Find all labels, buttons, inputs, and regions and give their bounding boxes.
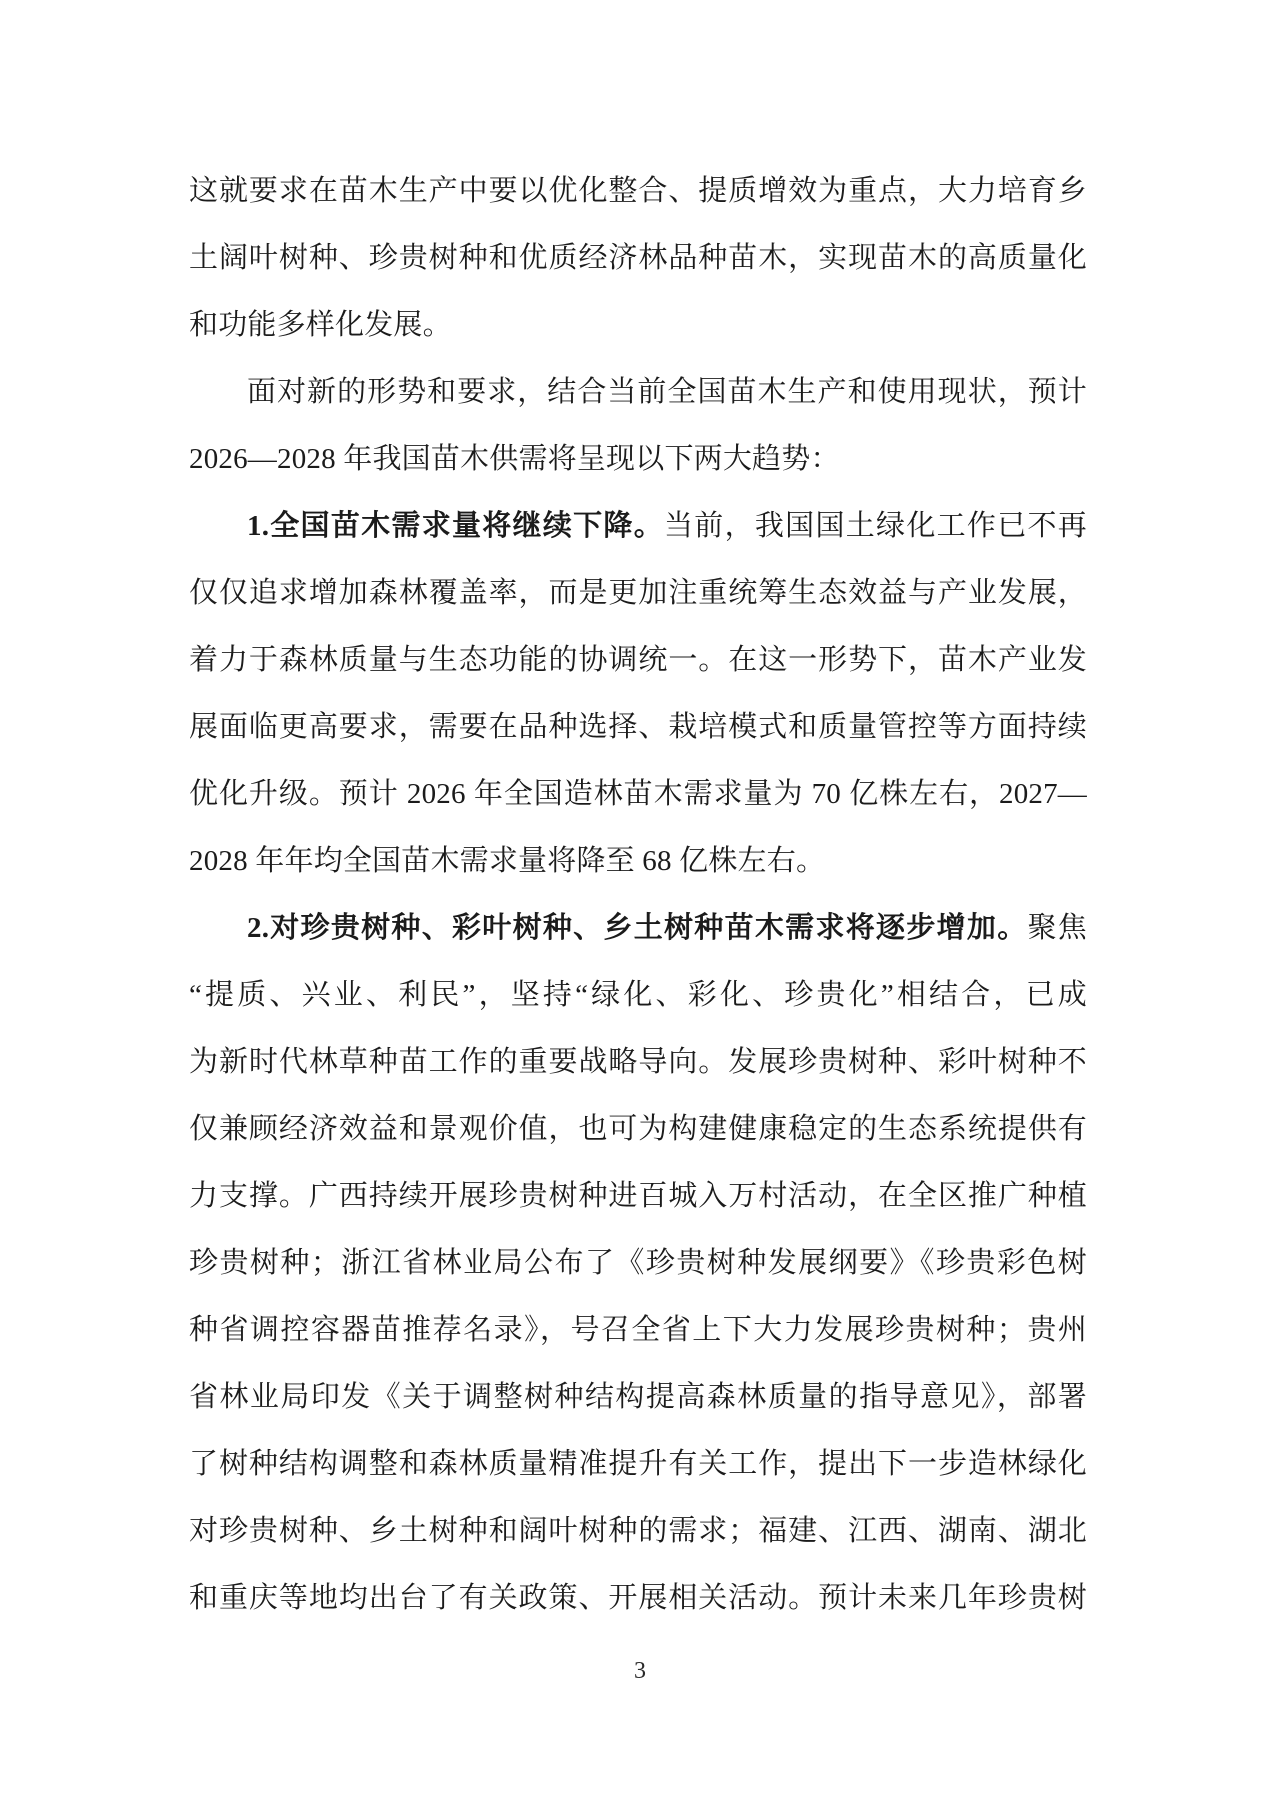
text-line xyxy=(189,761,1087,828)
text-segment: 当前，我国国土绿化工作已不再 xyxy=(664,510,1087,542)
text-line xyxy=(189,962,1087,1029)
text-segment: 这就要求在苗木生产中要以优化整合、提质增效为重点，大力培育乡 xyxy=(189,175,1087,207)
text-line xyxy=(189,1029,1087,1096)
text-line xyxy=(189,1297,1087,1364)
text-line xyxy=(189,1163,1087,1230)
text-segment: 聚焦 xyxy=(1027,912,1087,944)
text-segment: 珍贵树种；浙江省林业局公布了《珍贵树种发展纲要》《珍贵彩色树 xyxy=(189,1247,1087,1279)
text-line xyxy=(189,560,1087,627)
text-line xyxy=(189,426,1087,493)
text-segment: 对珍贵树种、乡土树种和阔叶树种的需求；福建、江西、湖南、湖北 xyxy=(189,1515,1087,1547)
text-line xyxy=(189,1498,1087,1565)
text-segment: 和重庆等地均出台了有关政策、开展相关活动。预计未来几年珍贵树 xyxy=(189,1582,1087,1614)
page-number: 3 xyxy=(634,1658,646,1684)
text-line-paragraph-start xyxy=(189,359,1087,426)
text-segment: 了树种结构调整和森林质量精准提升有关工作，提出下一步造林绿化 xyxy=(189,1448,1087,1480)
bold-segment: 1.全国苗木需求量将继续下降。 xyxy=(247,510,665,542)
text-segment: 土阔叶树种、珍贵树种和优质经济林品种苗木，实现苗木的高质量化 xyxy=(189,242,1087,274)
text-segment: 种省调控容器苗推荐名录》，号召全省上下大力发展珍贵树种；贵州 xyxy=(189,1314,1087,1346)
text-segment: 仅兼顾经济效益和景观价值，也可为构建健康稳定的生态系统提供有 xyxy=(189,1113,1087,1145)
text-line-heading-2 xyxy=(189,895,1087,962)
text-segment: 2026—2028 年我国苗木供需将呈现以下两大趋势： xyxy=(189,443,840,475)
text-line xyxy=(189,158,1087,225)
text-segment: 优化升级。预计 2026 年全国造林苗木需求量为 70 亿株左右，2027— xyxy=(189,778,1087,810)
text-line xyxy=(189,627,1087,694)
text-line xyxy=(189,694,1087,761)
text-line xyxy=(189,1431,1087,1498)
text-line-heading-1 xyxy=(189,493,1087,560)
text-segment: 力支撑。广西持续开展珍贵树种进百城入万村活动，在全区推广种植 xyxy=(189,1180,1087,1212)
bold-segment: 2.对珍贵树种、彩叶树种、乡土树种苗木需求将逐步增加。 xyxy=(247,912,1028,944)
text-segment: 面对新的形势和要求，结合当前全国苗木生产和使用现状，预计 xyxy=(247,376,1087,408)
text-segment: “提质、兴业、利民”，坚持“绿化、彩化、珍贵化”相结合，已成 xyxy=(189,979,1087,1011)
text-segment: 2028 年年均全国苗木需求量将降至 68 亿株左右。 xyxy=(189,845,826,877)
text-line xyxy=(189,1096,1087,1163)
text-block xyxy=(189,158,1087,1632)
text-segment: 为新时代林草种苗工作的重要战略导向。发展珍贵树种、彩叶树种不 xyxy=(189,1046,1087,1078)
text-line xyxy=(189,1565,1087,1632)
text-segment: 和功能多样化发展。 xyxy=(189,309,452,341)
text-line xyxy=(189,1230,1087,1297)
text-segment: 展面临更高要求，需要在品种选择、栽培模式和质量管控等方面持续 xyxy=(189,711,1087,743)
text-segment: 着力于森林质量与生态功能的协调统一。在这一形势下，苗木产业发 xyxy=(189,644,1087,676)
text-line xyxy=(189,225,1087,292)
text-segment: 仅仅追求增加森林覆盖率，而是更加注重统筹生态效益与产业发展， xyxy=(189,577,1087,609)
text-line xyxy=(189,828,1087,895)
text-line xyxy=(189,292,1087,359)
text-segment: 省林业局印发《关于调整树种结构提高森林质量的指导意见》，部署 xyxy=(189,1381,1087,1413)
text-line xyxy=(189,1364,1087,1431)
